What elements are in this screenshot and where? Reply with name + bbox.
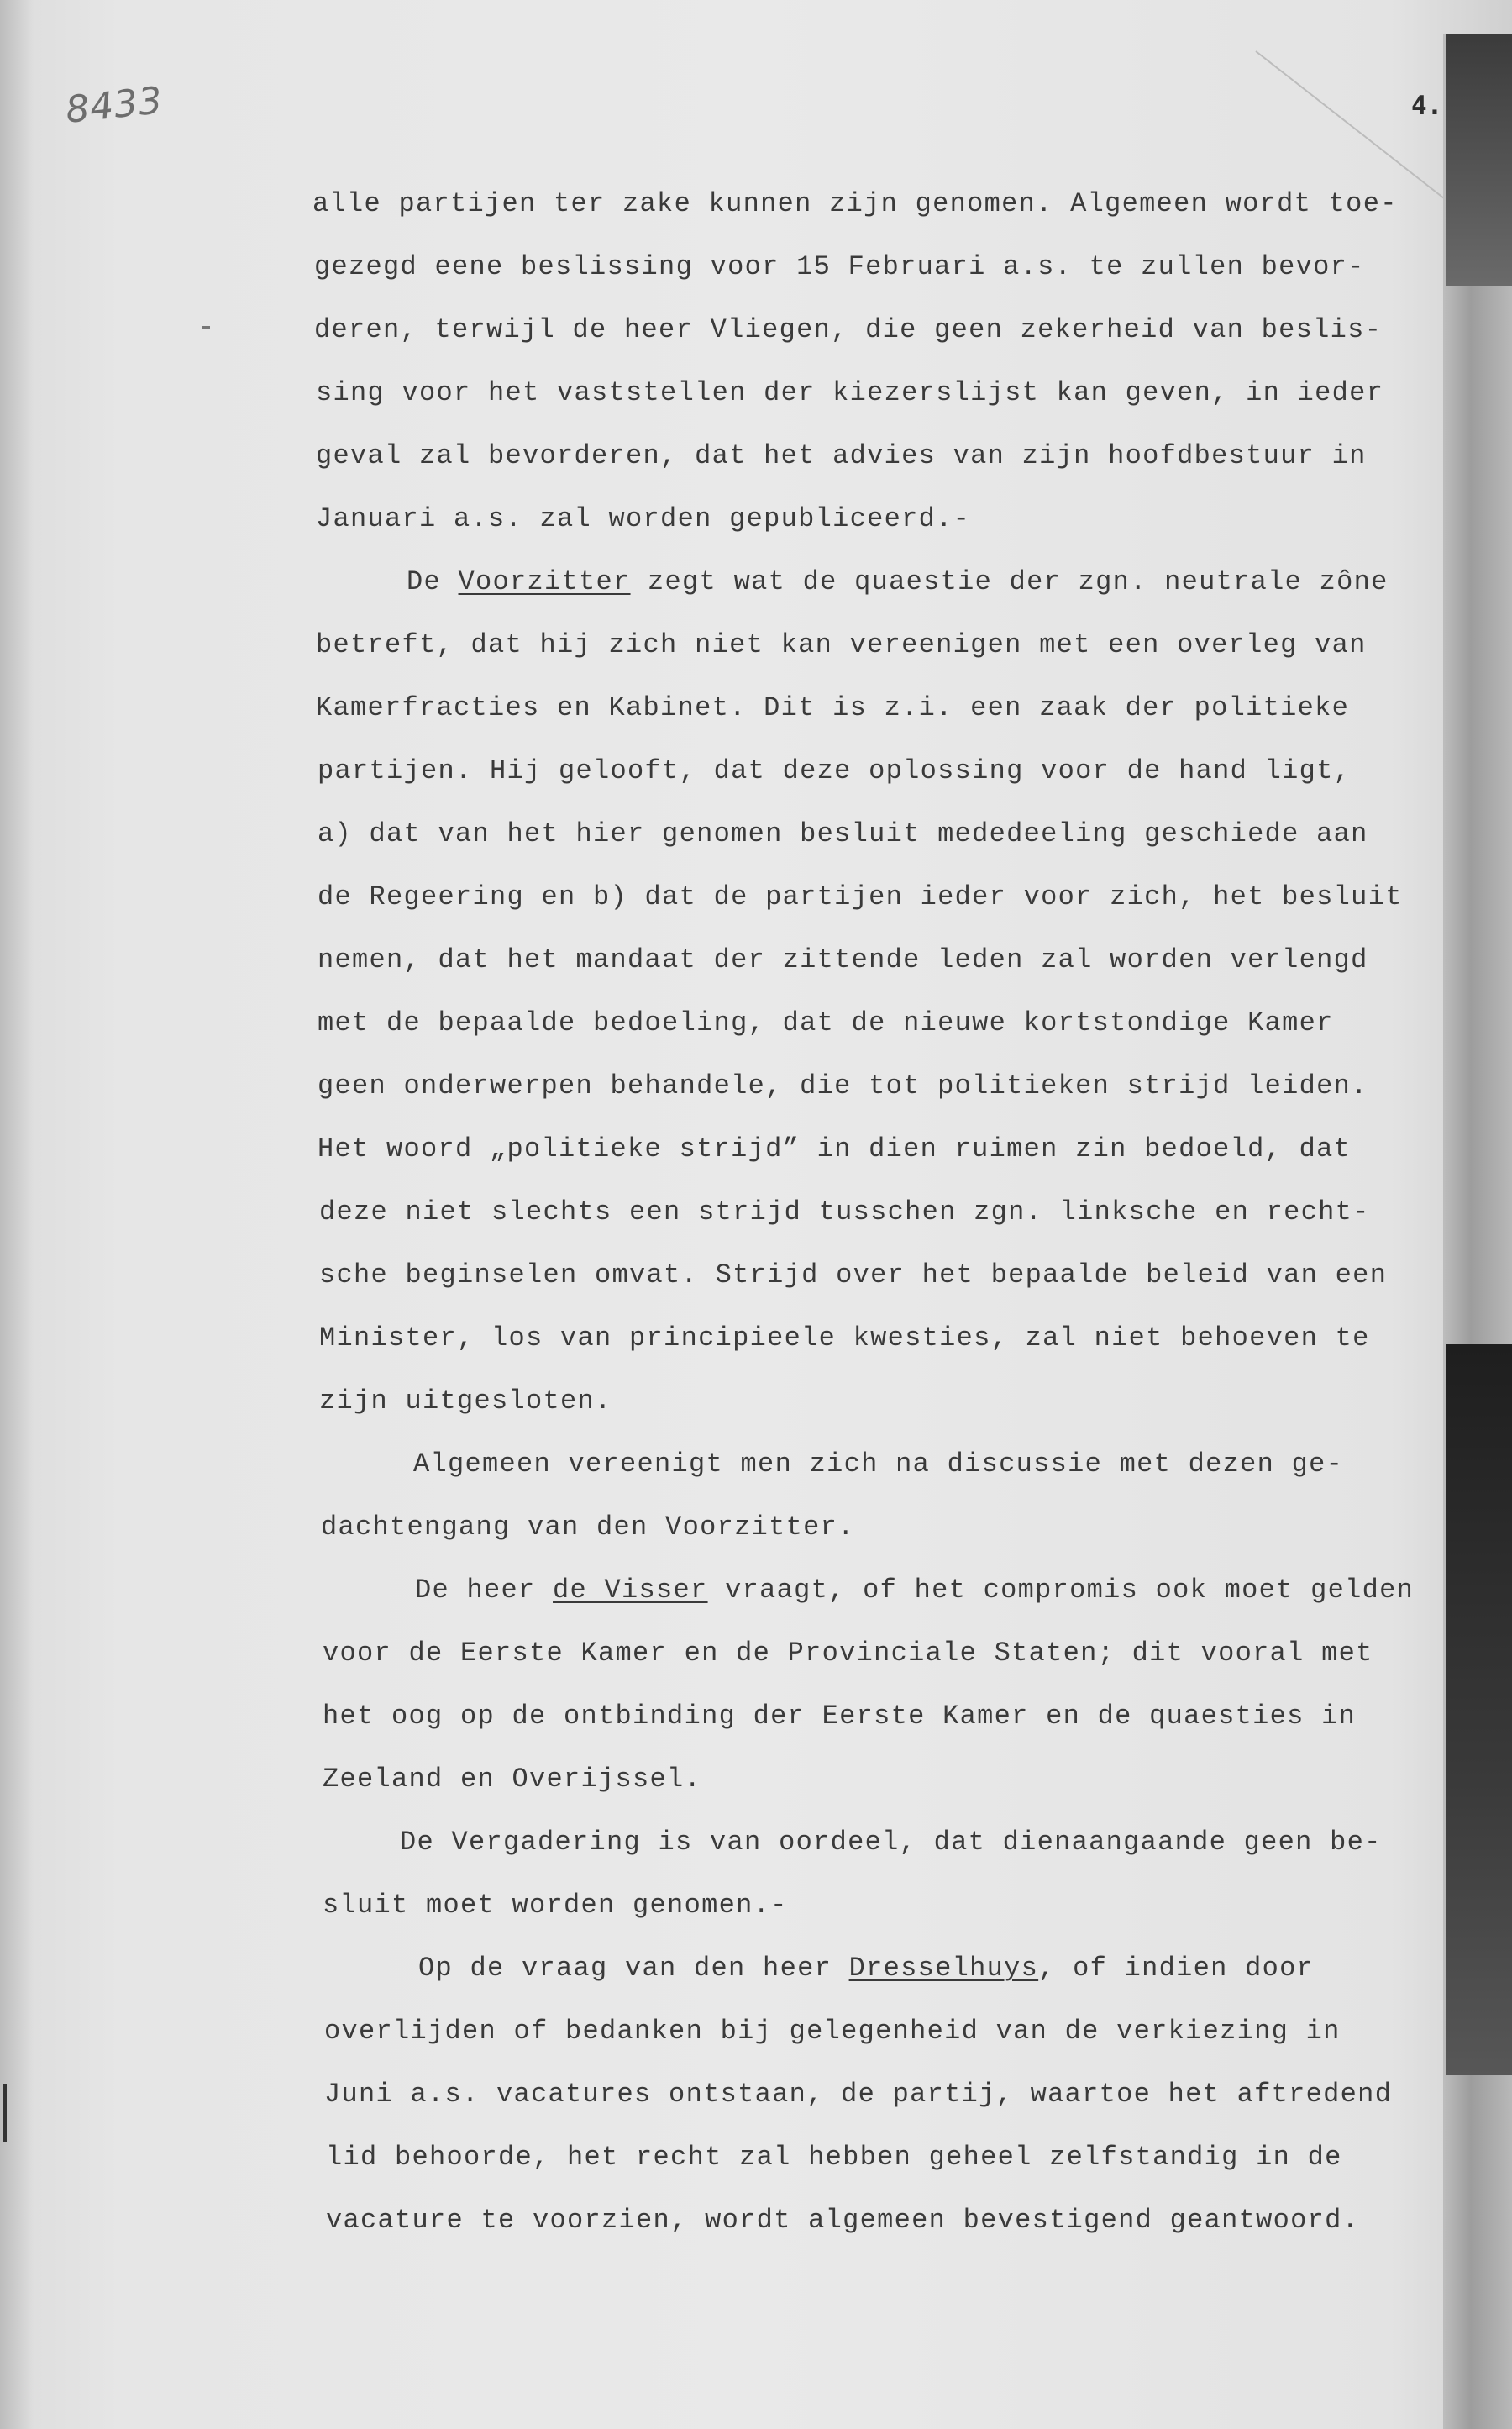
left-edge-shadow bbox=[0, 0, 34, 2429]
speaker-name: Dresselhuys bbox=[848, 1953, 1039, 1984]
text-line: sluit moet worden genomen.- bbox=[323, 1890, 788, 1921]
speaker-name: de Visser bbox=[553, 1575, 708, 1606]
text-segment: zegt wat de quaestie der zgn. neutrale zône bbox=[630, 566, 1389, 597]
text-line: Het woord „politieke strijd” in dien ruimen zin bedoeld, dat bbox=[318, 1133, 1352, 1165]
text-segment: De bbox=[407, 566, 459, 597]
text-line: het oog op de ontbinding der Eerste Kamer en de quaesties in bbox=[323, 1701, 1357, 1732]
text-line: Algemeen vereenigt men zich na discussie met dezen ge- bbox=[413, 1448, 1344, 1480]
text-line: sing voor het vaststellen der kiezerslijst kan geven, in ieder bbox=[316, 377, 1384, 408]
text-line: voor de Eerste Kamer en de Provinciale Staten; dit vooral met bbox=[323, 1638, 1373, 1669]
text-line: zijn uitgesloten. bbox=[319, 1385, 612, 1417]
binding-hole bbox=[3, 2084, 7, 2142]
text-line: betreft, dat hij zich niet kan vereenigen met een overleg van bbox=[316, 629, 1367, 660]
text-line: de Regeering en b) dat de partijen ieder voor zich, het besluit bbox=[318, 881, 1403, 912]
typewritten-text bbox=[312, 172, 1455, 2252]
text-segment: vraagt, of het compromis ook moet gelden bbox=[707, 1575, 1415, 1606]
text-line: Kamerfracties en Kabinet. Dit is z.i. een zaak der politieke bbox=[316, 692, 1350, 723]
binding-shadow-top bbox=[1446, 34, 1512, 286]
text-segment: , of indien door bbox=[1038, 1953, 1315, 1984]
text-line: deze niet slechts een strijd tusschen zgn. linksche en recht- bbox=[319, 1196, 1370, 1228]
text-line: Juni a.s. vacatures ontstaan, de partij, waartoe het aftredend bbox=[324, 2079, 1393, 2110]
text-line: De Vergadering is van oordeel, dat dienaangaande geen be- bbox=[400, 1827, 1382, 1858]
text-line: Zeeland en Overijssel. bbox=[323, 1764, 702, 1795]
text-line: sche beginselen omvat. Strijd over het bepaalde beleid van een bbox=[319, 1259, 1388, 1291]
text-line: alle partijen ter zake kunnen zijn genomen. Algemeen wordt toe- bbox=[312, 188, 1398, 219]
page-number: 4. bbox=[1411, 91, 1443, 121]
text-line: deren, terwijl de heer Vliegen, die geen zekerheid van beslis- bbox=[314, 314, 1383, 345]
text-segment: De heer bbox=[415, 1575, 554, 1606]
text-line bbox=[312, 1559, 1455, 1622]
speaker-name: Voorzitter bbox=[458, 566, 631, 597]
text-line: overlijden of bedanken bij gelegenheid van de verkiezing in bbox=[324, 2016, 1341, 2047]
text-line: geen onderwerpen behandele, die tot politieken strijd leiden. bbox=[318, 1070, 1368, 1101]
text-line: Minister, los van principieele kwesties, zal niet behoeven te bbox=[319, 1322, 1370, 1354]
text-line: a) dat van het hier genomen besluit mededeeling geschiede aan bbox=[318, 818, 1368, 849]
binding-shadow-bottom bbox=[1446, 1344, 1512, 2075]
text-segment: Op de vraag van den heer bbox=[418, 1953, 849, 1984]
text-line: lid behoorde, het recht zal hebben geheel zelfstandig in de bbox=[326, 2142, 1342, 2173]
text-line: nemen, dat het mandaat der zittende leden zal worden verlengd bbox=[318, 944, 1368, 975]
text-line: partijen. Hij gelooft, dat deze oplossing voor de hand ligt, bbox=[318, 755, 1352, 786]
text-line: vacature te voorzien, wordt algemeen bevestigend geantwoord. bbox=[326, 2205, 1360, 2236]
text-line: Januari a.s. zal worden gepubliceerd.- bbox=[316, 503, 971, 534]
text-line bbox=[312, 1937, 1455, 2000]
text-line: dachtengang van den Voorzitter. bbox=[321, 1512, 855, 1543]
archive-number: 8433 bbox=[63, 79, 165, 132]
text-line: geval zal bevorderen, dat het advies van zijn hoofdbestuur in bbox=[316, 440, 1367, 471]
text-line bbox=[312, 550, 1455, 613]
text-line: met de bepaalde bedoeling, dat de nieuwe kortstondige Kamer bbox=[318, 1007, 1334, 1038]
margin-mark bbox=[202, 326, 210, 329]
text-line: gezegd eene beslissing voor 15 Februari a.s. te zullen bevor- bbox=[314, 251, 1365, 282]
